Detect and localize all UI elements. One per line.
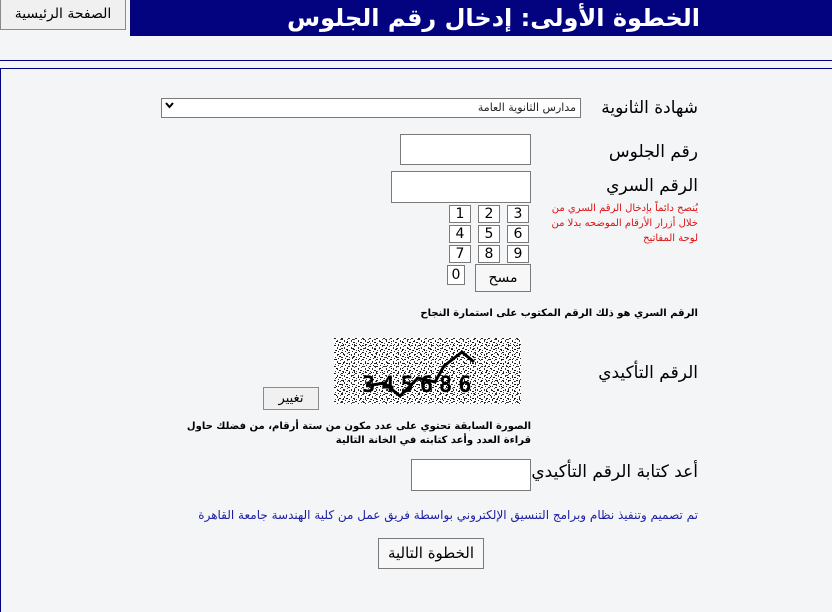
secret-number-note: الرقم السري هو ذلك الرقم المكتوب على استمارة النجاح (420, 308, 698, 319)
divider (0, 60, 832, 61)
keypad-key-3[interactable]: 3 (507, 205, 529, 223)
keypad-key-4[interactable]: 4 (449, 225, 471, 243)
home-button[interactable]: الصفحة الرئيسية (0, 0, 126, 30)
keypad-key-1[interactable]: 1 (449, 205, 471, 223)
svg-text:345686: 345686 (362, 373, 478, 398)
divider (0, 68, 832, 69)
captcha-image (334, 338, 521, 404)
frame-border (0, 68, 1, 612)
secret-number-input[interactable] (391, 171, 531, 203)
certificate-select[interactable]: مدارس الثانوية العامة (161, 98, 581, 118)
secret-number-label: الرقم السري (606, 176, 698, 196)
keypad-key-9[interactable]: 9 (507, 245, 529, 263)
confirm-captcha-label: أعد كتابة الرقم التأكيدي (531, 462, 698, 482)
secret-number-hint: يُنصح دائماً بإدخال الرقم السري من خلال أزرار الأرقام الموضحه بدلا من لوحة المفاتيح (551, 203, 698, 244)
credit-text: تم تصميم وتنفيذ نظام وبرامج التنسيق الإلكتروني بواسطة فريق عمل من كلية الهندسة جامعة القاهرة (198, 508, 698, 522)
keypad-key-7[interactable]: 7 (449, 245, 471, 263)
chevron-down-icon (165, 101, 174, 112)
confirm-captcha-input[interactable] (411, 459, 531, 491)
keypad-clear-button[interactable]: مسح (475, 264, 531, 292)
certificate-label: شهادة الثانوية (601, 98, 698, 118)
captcha-note: الصورة السابقة تحتوي على عدد مكون من ستة أرقام، من فضلك حاول قراءة العدد وأعد كتابته في الخانة التالية (186, 421, 531, 446)
keypad-key-2[interactable]: 2 (478, 205, 500, 223)
keypad-key-6[interactable]: 6 (507, 225, 529, 243)
captcha-label: الرقم التأكيدي (598, 363, 698, 383)
next-step-button[interactable]: الخطوة التالية (378, 538, 484, 569)
keypad-key-8[interactable]: 8 (478, 245, 500, 263)
seat-number-input[interactable] (400, 134, 531, 165)
keypad-key-0[interactable]: 0 (447, 265, 465, 285)
seat-number-label: رقم الجلوس (608, 142, 698, 162)
captcha-change-button[interactable]: تغيير (263, 387, 319, 410)
page-title: الخطوة الأولى: إدخال رقم الجلوس (130, 0, 832, 36)
keypad-key-5[interactable]: 5 (478, 225, 500, 243)
